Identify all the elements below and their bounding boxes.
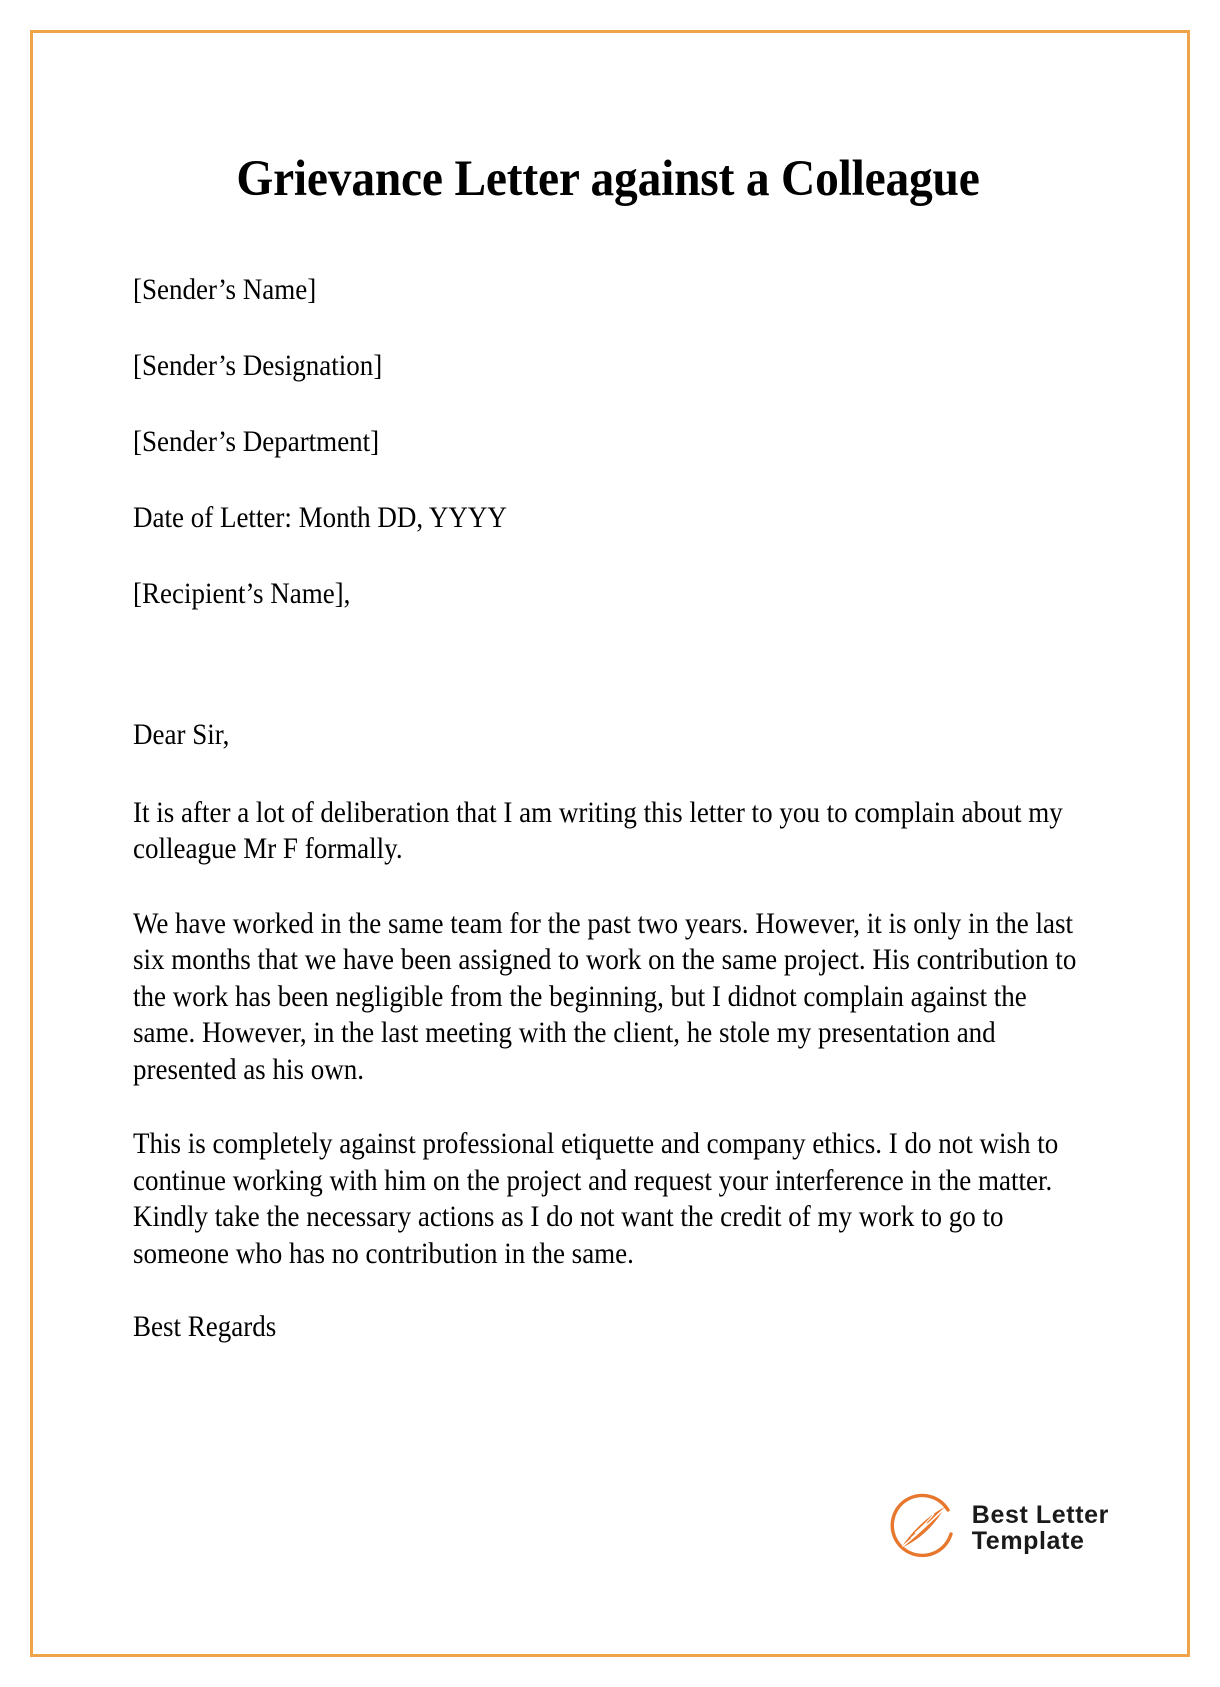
body-paragraph-1: It is after a lot of deliberation that I am writing this letter to you to complain about my colleague Mr F formally. — [133, 795, 1063, 866]
salutation: Dear Sir, — [133, 717, 230, 751]
page-border-frame — [30, 30, 1190, 1657]
sender-department-line: [Sender’s Department] — [133, 424, 380, 458]
letter-header-block — [133, 272, 1083, 610]
brand-logo — [882, 1490, 1109, 1566]
body-paragraph-3: This is completely against professional etiquette and company ethics. I do not wish to continue working with him on the project and request your interference in the matter. Kindly take the necessary actions as I do not want the credit of my work to go to someone who has no contribution in the same. — [133, 1127, 1059, 1270]
sender-name-line: [Sender’s Name] — [133, 272, 317, 306]
logo-line-2: Template — [971, 1527, 1085, 1555]
letter-content — [133, 128, 1083, 1372]
recipient-name-line: [Recipient’s Name], — [133, 576, 351, 610]
closing-line: Best Regards — [133, 1310, 277, 1344]
body-paragraph-2: We have worked in the same team for the past two years. However, it is only in the last six months that we have been assigned to work on the same project. His contribution to the work has been negligible from the beginning, but I didnot complain against the same. However, in the last meeting with the client, he stole my presentation and presented as his own. — [133, 906, 1077, 1086]
sender-designation-line: [Sender’s Designation] — [133, 348, 383, 382]
page-title: Grievance Letter against a Colleague — [236, 151, 980, 207]
letter-body — [133, 795, 1083, 1273]
date-of-letter-line: Date of Letter: Month DD, YYYY — [133, 500, 507, 534]
logo-wordmark — [972, 1502, 1109, 1555]
feather-quill-icon — [882, 1490, 958, 1566]
logo-line-1: Best Letter — [971, 1500, 1109, 1529]
